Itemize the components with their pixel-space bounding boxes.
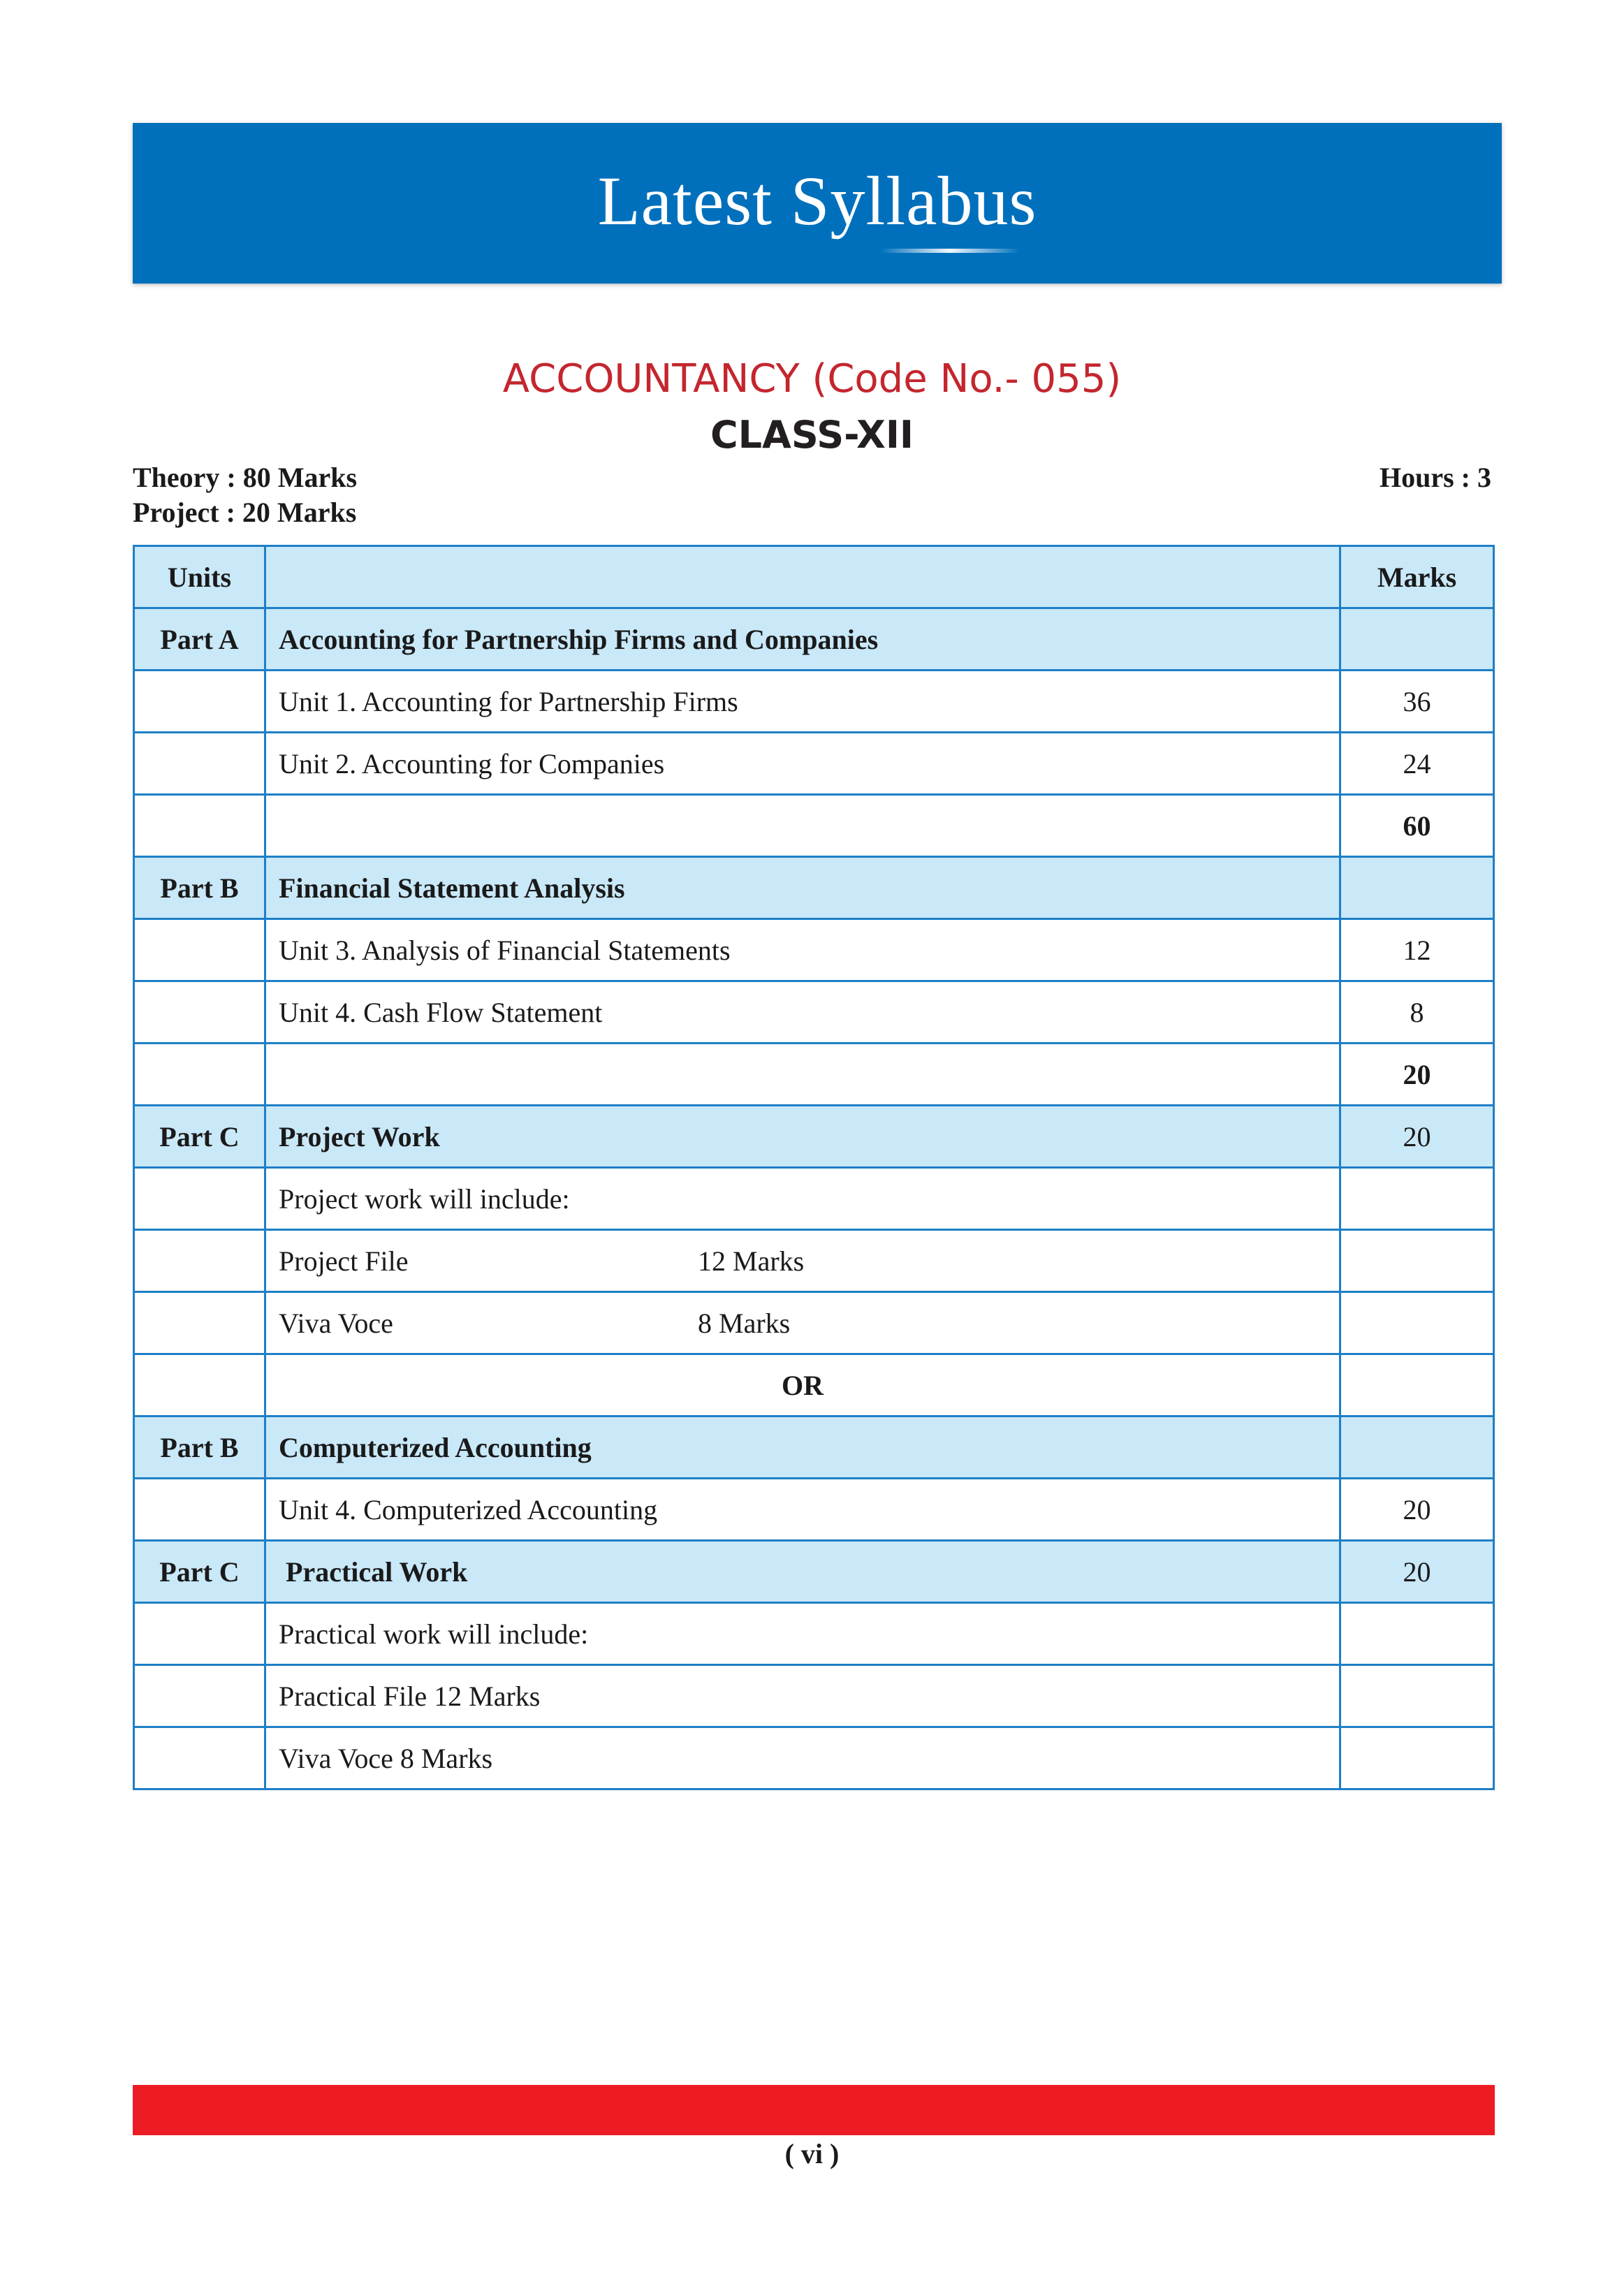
table-row: [134, 1354, 1494, 1416]
header-marks: Marks: [1340, 546, 1494, 608]
marks-cell: 24: [1340, 733, 1494, 795]
table-row: [134, 608, 1494, 671]
subject-title: ACCOUNTANCY (Code No.- 055): [502, 356, 1122, 402]
marks-cell: [1340, 1727, 1494, 1789]
table-row: [134, 1665, 1494, 1727]
desc-cell: Unit 4. Computerized Accounting: [265, 1479, 1340, 1541]
part-cell: Part C: [134, 1541, 265, 1603]
part-cell: [134, 919, 265, 981]
table-row: [134, 1603, 1494, 1665]
marks-cell: 20: [1340, 1541, 1494, 1603]
part-cell: Part A: [134, 608, 265, 671]
part-cell: [134, 795, 265, 857]
marks-cell: [1340, 1230, 1494, 1292]
desc-cell: Unit 4. Cash Flow Statement: [265, 981, 1340, 1044]
marks-cell: [1340, 1416, 1494, 1479]
component-marks: 8 Marks: [698, 1307, 791, 1339]
table-row: [134, 857, 1494, 919]
part-cell: [134, 1727, 265, 1789]
desc-cell: Practical Work: [265, 1541, 1340, 1603]
desc-cell: [265, 795, 1340, 857]
table-row: [134, 1106, 1494, 1168]
hours: Hours : 3: [1380, 462, 1491, 493]
syllabus-table: [133, 545, 1495, 1790]
marks-cell: 20: [1340, 1479, 1494, 1541]
table-row: [134, 1541, 1494, 1603]
table-row: [134, 1230, 1494, 1292]
desc-cell: Unit 2. Accounting for Companies: [265, 733, 1340, 795]
marks-cell: 20: [1340, 1106, 1494, 1168]
desc-cell: Unit 3. Analysis of Financial Statements: [265, 919, 1340, 981]
table-row: [134, 1292, 1494, 1354]
component-label: Viva Voce: [279, 1307, 393, 1339]
part-cell: [134, 1044, 265, 1106]
marks-cell: [1340, 1168, 1494, 1230]
part-cell: Part C: [134, 1106, 265, 1168]
part-cell: [134, 1665, 265, 1727]
desc-cell: Unit 1. Accounting for Partnership Firms: [265, 671, 1340, 733]
footer-bar: [133, 2085, 1495, 2135]
marks-cell: [1340, 1292, 1494, 1354]
table-row: [134, 919, 1494, 981]
desc-cell: [265, 1230, 1340, 1292]
page-number: ( vi ): [784, 2138, 840, 2169]
part-cell: [134, 671, 265, 733]
table-row: [134, 1727, 1494, 1789]
table-row: [134, 1416, 1494, 1479]
subtotal-cell: 20: [1340, 1044, 1494, 1106]
banner-title: Latest Syllabus: [597, 162, 1037, 240]
desc-cell: Financial Statement Analysis: [265, 857, 1340, 919]
part-cell: Part B: [134, 1416, 265, 1479]
marks-cell: [1340, 1603, 1494, 1665]
part-cell: [134, 1479, 265, 1541]
class-title: CLASS-XII: [710, 413, 914, 457]
desc-cell: [265, 1292, 1340, 1354]
part-cell: [134, 733, 265, 795]
desc-cell: Practical work will include:: [265, 1603, 1340, 1665]
table-row: [134, 981, 1494, 1044]
desc-cell: Practical File 12 Marks: [265, 1665, 1340, 1727]
part-cell: [134, 981, 265, 1044]
header-banner: [133, 123, 1502, 284]
table-row: [134, 1168, 1494, 1230]
or-separator: OR: [265, 1354, 1340, 1416]
marks-cell: 36: [1340, 671, 1494, 733]
part-cell: [134, 1354, 265, 1416]
part-cell: [134, 1230, 265, 1292]
table-row: [134, 1479, 1494, 1541]
desc-cell: [265, 1044, 1340, 1106]
banner-underline: [880, 249, 1020, 253]
part-cell: Part B: [134, 857, 265, 919]
marks-cell: 8: [1340, 981, 1494, 1044]
project-marks: Project : 20 Marks: [133, 497, 357, 528]
table-row: [134, 795, 1494, 857]
subtotal-cell: 60: [1340, 795, 1494, 857]
marks-cell: 12: [1340, 919, 1494, 981]
component-label: Project File: [279, 1245, 409, 1277]
desc-cell: Computerized Accounting: [265, 1416, 1340, 1479]
desc-cell: Viva Voce 8 Marks: [265, 1727, 1340, 1789]
theory-marks: Theory : 80 Marks: [133, 462, 358, 493]
part-cell: [134, 1603, 265, 1665]
table-header-row: [134, 546, 1494, 608]
part-cell: [134, 1168, 265, 1230]
marks-cell: [1340, 1665, 1494, 1727]
component-marks: 12 Marks: [698, 1245, 805, 1277]
table-row: [134, 671, 1494, 733]
header-units: Units: [134, 546, 265, 608]
marks-cell: [1340, 608, 1494, 671]
part-cell: [134, 1292, 265, 1354]
marks-cell: [1340, 857, 1494, 919]
header-description: [265, 546, 1340, 608]
marks-cell: [1340, 1354, 1494, 1416]
table-row: [134, 733, 1494, 795]
desc-cell: Project Work: [265, 1106, 1340, 1168]
table-row: [134, 1044, 1494, 1106]
desc-cell: Project work will include:: [265, 1168, 1340, 1230]
desc-cell: Accounting for Partnership Firms and Companies: [265, 608, 1340, 671]
